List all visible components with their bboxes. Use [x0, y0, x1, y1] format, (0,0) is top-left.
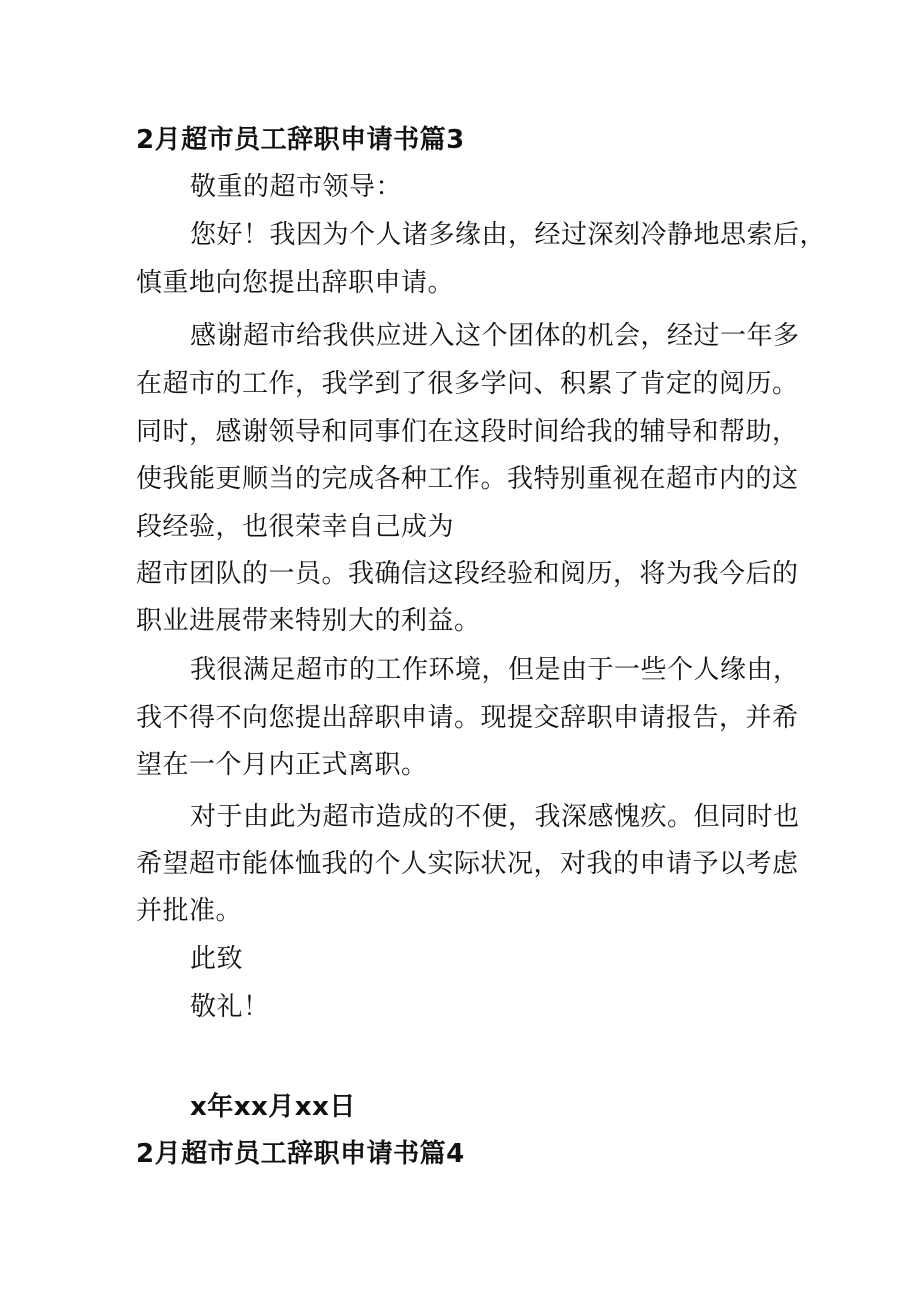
paragraph-line: 段经验，也很荣幸自己成为: [136, 512, 455, 542]
paragraph-line: 我不得不向您提出辞职申请。现提交辞职申请报告，并希: [136, 703, 799, 733]
salutation: 敬重的超市领导：: [190, 172, 403, 202]
paragraph-line: 使我能更顺当的完成各种工作。我特别重视在超市内的这: [136, 464, 799, 494]
paragraph-line: 感谢超市给我供应进入这个团体的机会，经过一年多: [190, 321, 800, 351]
paragraph-line: 职业进展带来特别大的利益。: [136, 606, 481, 636]
paragraph-line: 望在一个月内正式离职。: [136, 750, 428, 780]
section-title: 2月超市员工辞职申请书篇3: [136, 125, 465, 155]
paragraph-line: 您好！我因为个人诸多缘由，经过深刻冷静地思索后，: [190, 220, 827, 250]
paragraph-line: 超市团队的一员。我确信这段经验和阅历，将为我今后的: [136, 559, 799, 589]
paragraph-line: 对于由此为超市造成的不便，我深感愧疚。但同时也: [190, 802, 800, 832]
paragraph-line: 并批准。: [136, 896, 243, 926]
paragraph-line: 在超市的工作，我学到了很多学问、积累了肯定的阅历。: [136, 369, 799, 399]
date-line: x年xx月xx日: [190, 1092, 356, 1122]
closing-greeting: 此致: [190, 944, 244, 974]
paragraph-line: 我很满足超市的工作环境，但是由于一些个人缘由，: [190, 655, 800, 685]
closing-salute: 敬礼！: [190, 992, 270, 1022]
paragraph-line: 希望超市能体恤我的个人实际状况，对我的申请予以考虑: [136, 849, 799, 879]
next-section-title: 2月超市员工辞职申请书篇4: [136, 1139, 465, 1169]
paragraph-line: 慎重地向您提出辞职申请。: [136, 268, 455, 298]
paragraph-line: 同时，感谢领导和同事们在这段时间给我的辅导和帮助，: [136, 417, 799, 447]
